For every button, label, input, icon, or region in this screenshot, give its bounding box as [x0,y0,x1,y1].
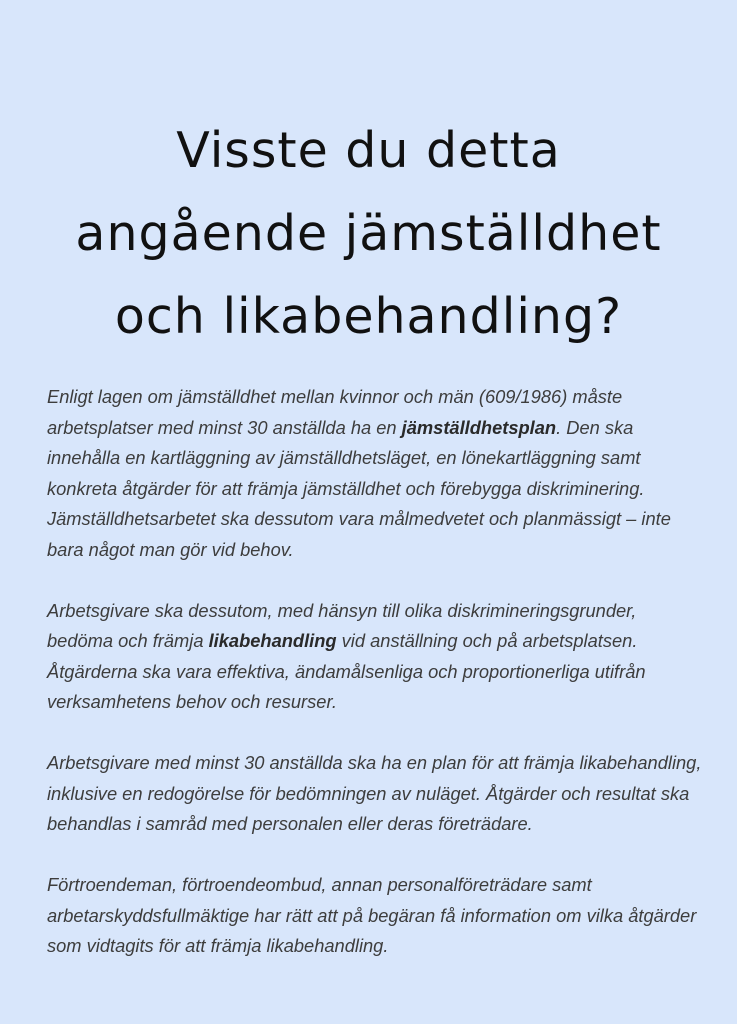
title-line-2: angående jämställdhet [75,204,662,262]
paragraph-plan-requirement: Arbetsgivare med minst 30 anställda ska ha en plan för att främja likabehandling, inklusive en redogörelse för bedömningen av nuläget. Åtgärder och resultat ska behandlas i samråd med personalen eller deras företrädare. [47,752,702,834]
paragraph-equality-plan [47,382,707,565]
title-line-1: Visste du detta [176,121,561,179]
paragraph-text: Enligt lagen om jämställdhet mellan kvinnor och män (609/1986) måste arbetsplatser med minst 30 anställda ha en [47,386,623,438]
body-text [47,382,707,962]
paragraph-equal-treatment [47,596,707,718]
paragraph-text: Arbetsgivare ska dessutom, med hänsyn till olika diskrimineringsgrunder, bedöma och främja [47,599,637,651]
paragraph-text: vid anställning och på arbetsplatsen. Åtgärderna ska vara effektiva, ändamålsenliga och proportionerliga utifrån verksamhetens behov och resurser. [47,630,646,712]
emphasis-equal-treatment: likabehandling [208,630,337,651]
title-line-3: och likabehandling? [114,287,623,345]
paragraph-text: . Den ska innehålla en kartläggning av jämställdhetsläget, en lönekartläggning samt konkreta åtgärder för att främja jämställdhet och förebygga diskriminering. Jämställdhetsarbetet ska dessutom vara målmedvetet och planmässigt – inte bara något man gör vid behov. [47,416,671,560]
emphasis-equality-plan: jämställdhetsplan [401,416,557,438]
paragraph-information-rights: Förtroendeman, förtroendeombud, annan personalföreträdare samt arbetarskyddsfullmäktige har rätt att på begäran få information om vilka åtgärder som vidtagits för att främja likabehandling. [47,874,697,956]
page-title [0,109,737,358]
